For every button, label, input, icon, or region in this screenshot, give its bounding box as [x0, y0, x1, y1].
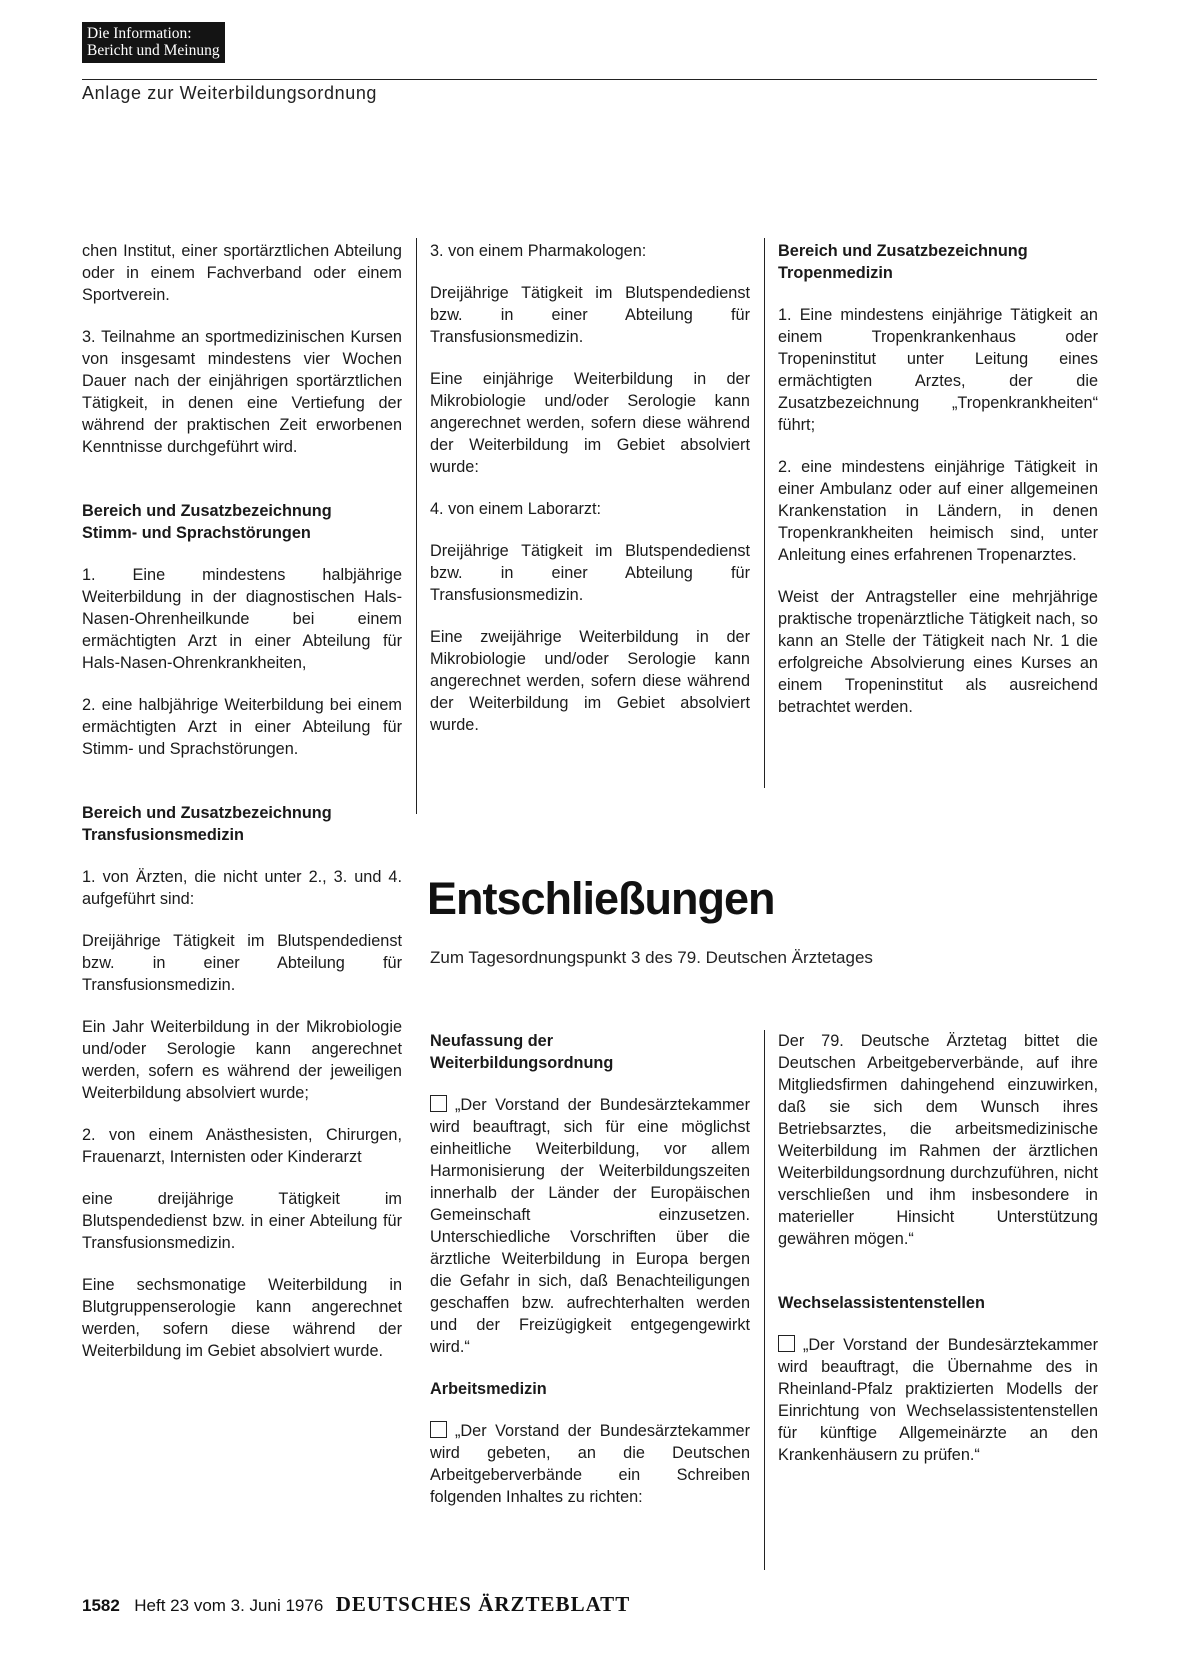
resolutions-right-column: [778, 1030, 1098, 1486]
paragraph: chen Institut, einer sportärztlichen Abteilung oder in einem Fachverband oder einem Sportverein.: [82, 242, 402, 304]
paragraph: 4. von einem Laborarzt:: [430, 500, 602, 518]
section-heading-arbeitsmedizin: Arbeitsmedizin: [430, 1380, 547, 1398]
resolution-paragraph: „Der Vorstand der Bundesärztekammer wird gebeten, an die Deutschen Arbeitgeberverbände ein Schreiben folgenden Inhaltes zu richten:: [430, 1422, 750, 1506]
paragraph: Dreijährige Tätigkeit im Blutspendedienst bzw. in einer Abteilung für Transfusionsmedizin.: [430, 284, 750, 346]
paragraph: Ein Jahr Weiterbildung in der Mikrobiologie und/oder Serologie kann angerechnet werden, sofern es während der jeweiligen Weiterbildung absolviert wurde;: [82, 1018, 402, 1102]
running-title: Anlage zur Weiterbildungsordnung: [82, 83, 378, 103]
resolution-paragraph: „Der Vorstand der Bundesärztekammer wird beauftragt, sich für eine möglichst einheitliche Weiterbildung, vor allem Harmonisierung der Weiterbildungszeiten innerhalb der Länder der Europäischen Gemeinschaft einzusetzen. Unterschiedliche Vorschriften über die ärztliche Weiterbildung in Europa bergen die Gefahr in sich, daß Benachteiligungen geschaffen bzw. aufrechterhalten werden und der Freizügigkeit entgegengewirkt wird.“: [430, 1096, 750, 1356]
paragraph: 1. Eine mindestens einjährige Tätigkeit an einem Tropenkrankenhaus oder Tropeninstitut unter Leitung eines ermächtigten Arztes, der die Zusatzbezeichnung „Tropenkrankheiten“ führt;: [778, 306, 1098, 434]
headline: Entschließungen: [427, 873, 775, 924]
right-column: [778, 240, 1098, 738]
paragraph: 2. eine halbjährige Weiterbildung bei einem ermächtigten Arzt in einer Abteilung für Stimm- und Sprachstörungen.: [82, 696, 402, 758]
paragraph: eine dreijährige Tätigkeit im Blutspendedienst bzw. in einer Abteilung für Transfusionsmedizin.: [82, 1190, 402, 1252]
section-heading-stimm: Bereich und Zusatzbezeichnung Stimm- und Sprachstörungen: [82, 502, 332, 542]
paragraph: Weist der Antragsteller eine mehrjährige praktische tropenärztliche Tätigkeit nach, so kann an Stelle der Tätigkeit nach Nr. 1 die erfolgreiche Absolvierung eines Kurses an einem Tropeninstitut als ausreichend betrachtet werden.: [778, 588, 1098, 716]
section-heading-transfusion: Bereich und Zusatzbezeichnung Transfusionsmedizin: [82, 804, 332, 844]
paragraph: Eine zweijährige Weiterbildung in der Mikrobiologie und/oder Serologie kann angerechnet werden, sofern diese während der Weiterbildung im Gebiet absolviert wurde.: [430, 628, 750, 734]
subheadline: Zum Tagesordnungspunkt 3 des 79. Deutschen Ärztetages: [430, 948, 873, 967]
issue-info: Heft 23 vom 3. Juni 1976: [134, 1596, 324, 1615]
paragraph: 1. Eine mindestens halbjährige Weiterbildung in der diagnostischen Hals-Nasen-Ohrenheilkunde bei einem ermächtigten Arzt in einer Abteilung für Hals-Nasen-Ohrenkrankheiten,: [82, 566, 402, 672]
section-label: [82, 22, 225, 63]
section-label-line2: Bericht und Meinung: [87, 42, 220, 59]
section-label-line1: Die Information:: [87, 25, 192, 42]
section-heading-neufassung: Neufassung der Weiterbildungsordnung: [430, 1032, 614, 1072]
section-heading-wechsel: Wechselassistentenstellen: [778, 1294, 985, 1312]
paragraph: 3. Teilnahme an sportmedizinischen Kursen von insgesamt mindestens vier Wochen Dauer nach der einjährigen sportärztlichen Tätigkeit, in denen eine Vertiefung der während der praktischen Zeit erworbenen Kenntnisse durchgeführt wird.: [82, 328, 402, 456]
paragraph: Dreijährige Tätigkeit im Blutspendedienst bzw. in einer Abteilung für Transfusionsmedizin.: [82, 932, 402, 994]
resolutions-left-column: [430, 1030, 750, 1528]
resolution-paragraph: „Der Vorstand der Bundesärztekammer wird beauftragt, die Übernahme des in Rheinland-Pfalz praktizierten Modells der Einrichtung von Wechselassistentenstellen für künftige Allgemeinärzte an den Krankenhäusern zu prüfen.“: [778, 1336, 1098, 1464]
paragraph: 2. eine mindestens einjährige Tätigkeit in einer Ambulanz oder auf einer allgemeinen Krankenstation in Ländern, in denen Tropenkrankheiten heimisch sind, unter Anleitung eines erfahrenen Tropenarztes.: [778, 458, 1098, 564]
header-rule: [82, 79, 1097, 80]
box-bullet-icon: [778, 1335, 795, 1352]
paragraph: 2. von einem Anästhesisten, Chirurgen, Frauenarzt, Internisten oder Kinderarzt: [82, 1126, 402, 1166]
paragraph: Eine einjährige Weiterbildung in der Mikrobiologie und/oder Serologie kann angerechnet werden, sofern diese während der Weiterbildung im Gebiet absolviert wurde:: [430, 370, 750, 476]
paragraph: 3. von einem Pharmakologen:: [430, 242, 647, 260]
left-column: [82, 240, 402, 1382]
section-heading-tropen: Bereich und Zusatzbezeichnung Tropenmedizin: [778, 242, 1028, 282]
paragraph: Eine sechsmonatige Weiterbildung in Blutgruppenserologie kann angerechnet werden, sofern diese während der Weiterbildung im Gebiet absolviert wurde.: [82, 1276, 402, 1360]
journal-name: DEUTSCHES ÄRZTEBLATT: [335, 1592, 631, 1616]
paragraph: Der 79. Deutsche Ärztetag bittet die Deutschen Arbeitgeberverbände, auf ihre Mitgliedsfirmen dahingehend einzuwirken, daß sie sich dem Wunsch ihres Betriebsarztes, die arbeitsmedizinische Weiterbildung im Rahmen der ärztlichen Weiterbildungsordnung durchzuführen, nicht verschließen und ihm insbesondere in materieller Hinsicht Unterstützung gewähren mögen.“: [778, 1032, 1098, 1248]
paragraph: Dreijährige Tätigkeit im Blutspendedienst bzw. in einer Abteilung für Transfusionsmedizin.: [430, 542, 750, 604]
page-footer: [82, 1592, 630, 1617]
page-number: 1582: [82, 1596, 120, 1615]
box-bullet-icon: [430, 1095, 447, 1112]
box-bullet-icon: [430, 1421, 447, 1438]
column-divider: [764, 1030, 765, 1570]
column-divider: [764, 238, 765, 788]
column-divider: [416, 238, 417, 814]
middle-column: [430, 240, 750, 756]
paragraph: 1. von Ärzten, die nicht unter 2., 3. und 4. aufgeführt sind:: [82, 868, 402, 908]
